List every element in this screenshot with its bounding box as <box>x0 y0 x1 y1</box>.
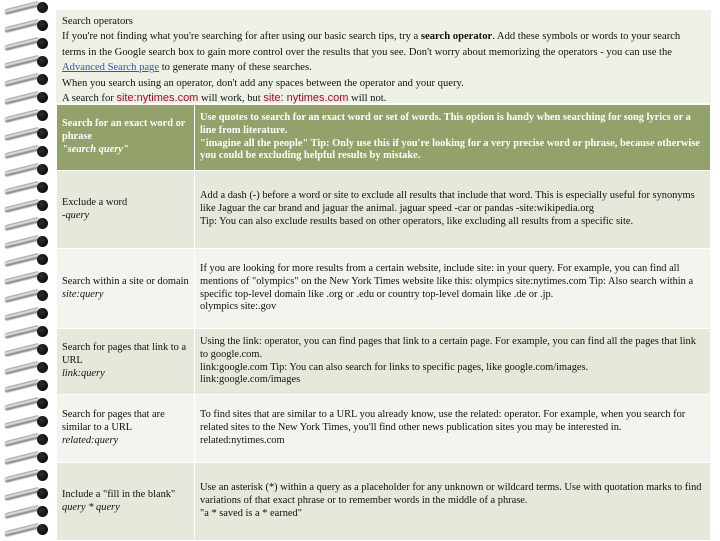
binding-ring <box>4 128 50 140</box>
intro-text: . Add these symbols or words to your search terms in the Google search box to gain more control over the results that you see. Don't worry about memorizing the operators - you can use the <box>62 31 681 58</box>
binding-ring <box>4 236 50 248</box>
intro-paragraph <box>62 29 705 75</box>
binding-ring <box>4 326 50 338</box>
ring-wire <box>4 487 40 501</box>
binding-ring <box>4 146 50 158</box>
ring-wire <box>4 415 40 429</box>
binding-ring <box>4 308 50 320</box>
intro-box <box>56 10 711 103</box>
ring-hole <box>37 2 48 13</box>
description-text: To find sites that are similar to a URL you already know, use the related: operator. For example, when you search for related sites to the New York Times, you'll find other news publication sites you may be interested in. <box>200 409 686 434</box>
operator-syntax: link:query <box>62 367 105 379</box>
ring-hole <box>37 524 48 535</box>
operator-cell <box>57 463 195 541</box>
ring-wire <box>4 181 40 195</box>
ring-wire <box>4 379 40 393</box>
operator-description <box>195 105 711 171</box>
operator-name: Search for pages that are similar to a URL <box>62 409 165 434</box>
binding-ring <box>4 290 50 302</box>
ring-hole <box>37 290 48 301</box>
table-row <box>57 329 711 395</box>
binding-ring <box>4 254 50 266</box>
binding-ring <box>4 452 50 464</box>
operator-description <box>195 395 711 463</box>
ring-wire <box>4 361 40 375</box>
binding-ring <box>4 74 50 86</box>
binding-ring <box>4 92 50 104</box>
binding-ring <box>4 470 50 482</box>
binding-ring <box>4 182 50 194</box>
intro-bold-term: search operator <box>420 31 493 43</box>
binding-ring <box>4 362 50 374</box>
ring-hole <box>37 38 48 49</box>
binding-ring <box>4 524 50 536</box>
binding-ring <box>4 398 50 410</box>
ring-wire <box>4 451 40 465</box>
table-row <box>57 171 711 249</box>
table-row <box>57 395 711 463</box>
description-text: Tip: You can also exclude results based on other operators, like excluding all results from a specific site. <box>200 215 634 227</box>
operator-description <box>195 171 711 249</box>
ring-hole <box>37 128 48 139</box>
binding-ring <box>4 272 50 284</box>
ring-hole <box>37 470 48 481</box>
ring-hole <box>37 398 48 409</box>
intro-text: will work, but <box>201 93 261 105</box>
ring-hole <box>37 218 48 229</box>
ring-hole <box>37 344 48 355</box>
table-row <box>57 105 711 171</box>
ring-hole <box>37 308 48 319</box>
ring-wire <box>4 73 40 87</box>
ring-wire <box>4 523 40 537</box>
ring-hole <box>37 200 48 211</box>
binding-ring <box>4 344 50 356</box>
operator-description <box>195 249 711 329</box>
ring-wire <box>4 271 40 285</box>
operator-cell <box>57 105 195 171</box>
ring-hole <box>37 74 48 85</box>
ring-wire <box>4 199 40 213</box>
binding-ring <box>4 2 50 14</box>
binding-ring <box>4 434 50 446</box>
ring-hole <box>37 506 48 517</box>
intro-spacing-note: When you search using an operator, don't add any spaces between the operator and your query. <box>62 77 464 89</box>
intro-text: If you're not finding what you're searching for after using our basic search tips, try a <box>62 31 419 43</box>
operator-syntax: -query <box>62 209 90 221</box>
operator-name: Include a "fill in the blank" <box>62 488 176 500</box>
ring-wire <box>4 505 40 519</box>
operators-table <box>56 104 711 541</box>
ring-hole <box>37 362 48 373</box>
ring-wire <box>4 217 40 231</box>
ring-wire <box>4 307 40 321</box>
description-text: Use an asterisk (*) within a query as a placeholder for any unknown or wildcard terms. Use with quotation marks to find variations of that exact phrase or to remember words in the middle of a phrase. <box>200 482 702 507</box>
operator-cell <box>57 395 195 463</box>
operator-syntax: query * query <box>62 501 120 513</box>
good-query-example: site:nytimes.com <box>116 92 199 105</box>
ring-wire <box>4 235 40 249</box>
advanced-search-link[interactable]: Advanced Search page <box>62 62 160 74</box>
ring-hole <box>37 236 48 247</box>
description-text: "a * saved is a * earned" <box>200 507 302 519</box>
ring-hole <box>37 146 48 157</box>
operator-description <box>195 329 711 395</box>
ring-wire <box>4 433 40 447</box>
intro-title: Search operators <box>62 16 133 27</box>
operator-cell <box>57 171 195 249</box>
binding-ring <box>4 200 50 212</box>
description-text: olympics site:.gov <box>200 301 277 313</box>
ring-wire <box>4 1 40 15</box>
ring-wire <box>4 469 40 483</box>
operator-syntax: "search query" <box>62 143 129 155</box>
description-text: "imagine all the people" Tip: Only use this if you're looking for a very precise word or phrase, because otherwise you could be excluding helpful results by mistake. <box>200 137 700 162</box>
ring-hole <box>37 182 48 193</box>
binding-ring <box>4 218 50 230</box>
binding-ring <box>4 164 50 176</box>
operator-name: Search within a site or domain <box>62 275 189 287</box>
ring-hole <box>37 164 48 175</box>
spiral-binding <box>0 0 54 540</box>
ring-wire <box>4 127 40 141</box>
ring-wire <box>4 289 40 303</box>
ring-hole <box>37 434 48 445</box>
ring-hole <box>37 254 48 265</box>
operator-syntax: site:query <box>62 288 104 300</box>
intro-text: will not. <box>351 93 387 105</box>
ring-hole <box>37 380 48 391</box>
bad-query-example: site: nytimes.com <box>263 92 349 105</box>
binding-ring <box>4 110 50 122</box>
ring-wire <box>4 163 40 177</box>
binding-ring <box>4 56 50 68</box>
description-text: related:nytimes.com <box>200 434 285 446</box>
ring-hole <box>37 416 48 427</box>
description-text: link:google.com/images <box>200 374 301 386</box>
ring-hole <box>37 326 48 337</box>
ring-hole <box>37 452 48 463</box>
operator-cell <box>57 249 195 329</box>
ring-hole <box>37 56 48 67</box>
intro-text: A search for <box>62 93 114 105</box>
operator-syntax: related:query <box>62 434 119 446</box>
ring-wire <box>4 109 40 123</box>
operator-name: Search for pages that link to a URL <box>62 342 187 367</box>
operator-name: Exclude a word <box>62 196 128 208</box>
binding-ring <box>4 38 50 50</box>
operator-cell <box>57 329 195 395</box>
ring-wire <box>4 325 40 339</box>
ring-hole <box>37 488 48 499</box>
binding-ring <box>4 488 50 500</box>
ring-wire <box>4 253 40 267</box>
binding-ring <box>4 506 50 518</box>
intro-text: to generate many of these searches. <box>161 62 312 74</box>
ring-wire <box>4 145 40 159</box>
binding-ring <box>4 380 50 392</box>
ring-hole <box>37 272 48 283</box>
operator-description <box>195 463 711 541</box>
operator-name: Search for an exact word or phrase <box>62 118 186 143</box>
ring-wire <box>4 343 40 357</box>
table-row <box>57 463 711 541</box>
binding-ring <box>4 20 50 32</box>
ring-wire <box>4 91 40 105</box>
ring-wire <box>4 397 40 411</box>
description-text: Add a dash (-) before a word or site to exclude all results that include that word. This is especially useful for synonyms like Jaguar the car brand and jaguar the animal. jaguar speed -car or pandas -site:wikipedia.org <box>200 190 695 215</box>
ring-hole <box>37 92 48 103</box>
description-text: Using the link: operator, you can find pages that link to a certain page. For example, you can find all the pages that link to google.com. <box>200 335 696 360</box>
description-text: If you are looking for more results from a certain website, include site: in your query. For example, you can find all mentions of "olympics" on the New York Times website like this: olympics site:nytimes.com Tip: Also search within a specific top-level domain like .org or .edu or country top-level domain like .de or .jp. <box>200 262 694 300</box>
ring-wire <box>4 37 40 51</box>
ring-hole <box>37 20 48 31</box>
ring-hole <box>37 110 48 121</box>
ring-wire <box>4 19 40 33</box>
ring-wire <box>4 55 40 69</box>
description-text: link:google.com Tip: You can also search for links to specific pages, like google.com/images. <box>200 361 589 373</box>
description-text: Use quotes to search for an exact word or set of words. This option is handy when searching for song lyrics or a line from literature. <box>200 111 691 136</box>
table-row <box>57 249 711 329</box>
binding-ring <box>4 416 50 428</box>
